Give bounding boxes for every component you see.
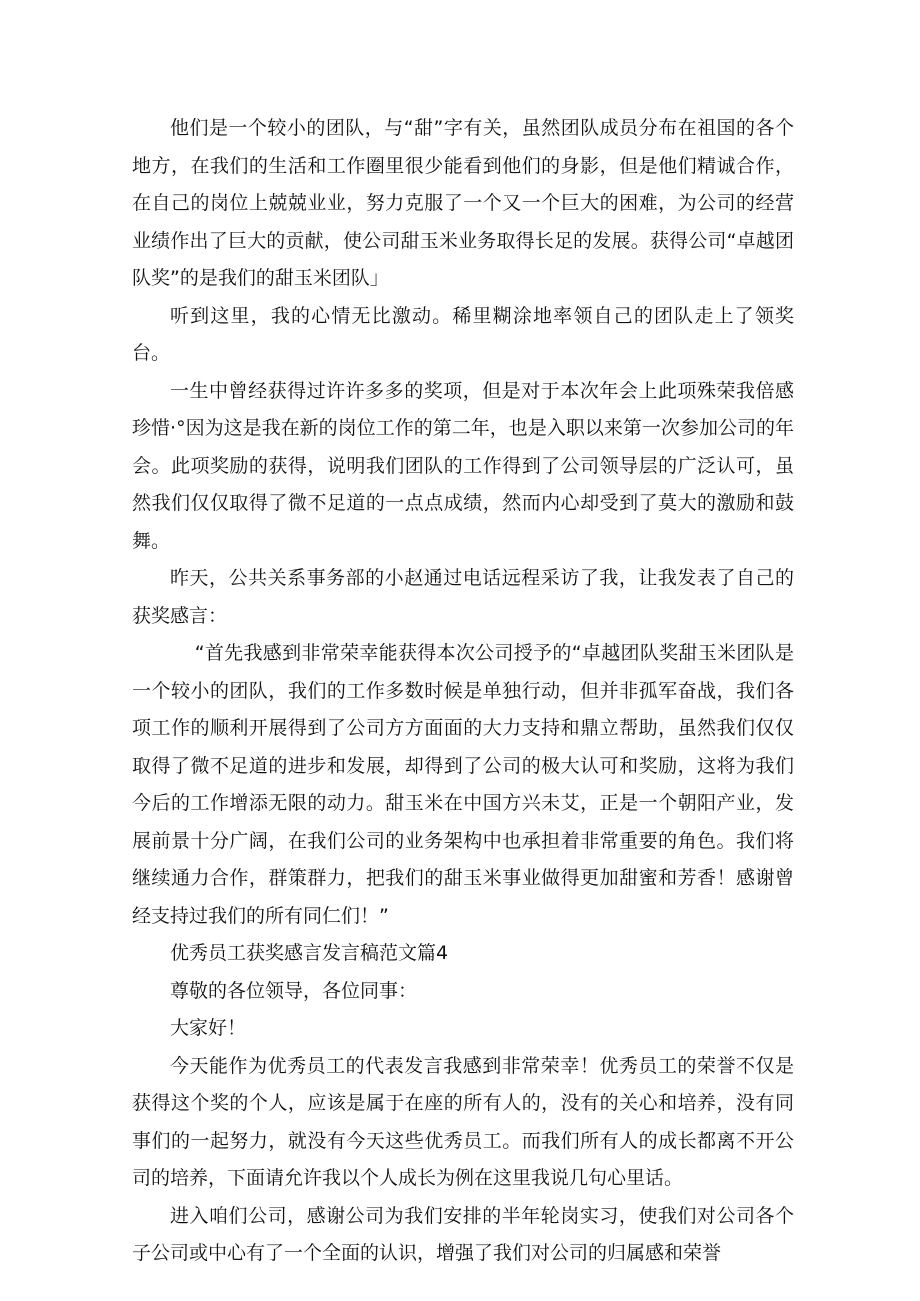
paragraph-company-rotation: 进入咱们公司，感谢公司为我们安排的半年轮岗实习，使我们对公司各个子公司或中心有了一个全面的认识，增强了我们对公司的归属感和荣誉 bbox=[132, 1204, 794, 1264]
paragraph-honor-speech: 今天能作为优秀员工的代表发言我感到非常荣幸！优秀员工的荣誉不仅是获得这个奖的个人，应该是属于在座的所有人的，没有的关心和培养，没有同事们的一起努力，就没有今天这些优秀员工。而我们所有人的成长都离不开公司的培养，下面请允许我以个人成长为例在这里我说几句心里话。 bbox=[132, 1054, 794, 1189]
paragraph-acceptance-quote: “首先我感到非常荣幸能获得本次公司授予的“卓越团队奖甜玉米团队是一个较小的团队，我们的工作多数时候是单独行动，但并非孤军奋战，我们各项工作的顺利开展得到了公司方方面面的大力支持和鼎立帮助，虽然我们仅仅取得了微不足道的进步和发展，却得到了公司的极大认可和奖励，这将为我们今后的工作增添无限的动力。甜玉米在中国方兴未艾，正是一个朝阳产业，发展前景十分广阔，在我们公司的业务架构中也承担着非常重要的角色。我们将继续通力合作，群策群力，把我们的甜玉米事业做得更加甜蜜和芳香！感谢曾经支持过我们的所有同仁们！” bbox=[132, 642, 794, 927]
paragraph-interview: 昨天，公共关系事务部的小赵通过电话远程采访了我，让我发表了自己的获奖感言： bbox=[132, 567, 794, 627]
section-title: 优秀员工获奖感言发言稿范文篇4 bbox=[170, 942, 449, 964]
paragraph-award-meaning: 一生中曾经获得过许许多多的奖项，但是对于本次年会上此项殊荣我倍感珍惜·°因为这是我在新的岗位工作的第二年，也是入职以来第一次参加公司的年会。此项奖励的获得，说明我们团队的工作得到了公司领导层的广泛认可，虽然我们仅仅取得了微不足道的一点点成绩，然而内心却受到了莫大的激励和鼓舞。 bbox=[132, 379, 794, 552]
paragraph-greeting: 大家好！ bbox=[170, 1017, 247, 1039]
document-body bbox=[132, 110, 794, 1273]
paragraph-salutation: 尊敬的各位领导，各位同事： bbox=[170, 979, 418, 1002]
paragraph-team-intro: 他们是一个较小的团队，与“甜”字有关，虽然团队成员分布在祖国的各个地方，在我们的生活和工作圈里很少能看到他们的身影，但是他们精诚合作，在自己的岗位上兢兢业业，努力克服了一个又一个巨大的困难，为公司的经营业绩作出了巨大的贡献，使公司甜玉米业务取得长足的发展。获得公司“卓越团队奖”的是我们的甜玉米团队」 bbox=[132, 117, 794, 289]
paragraph-hearing-news: 听到这里，我的心情无比激动。稀里糊涂地率领自己的团队走上了领奖台。 bbox=[132, 304, 794, 364]
